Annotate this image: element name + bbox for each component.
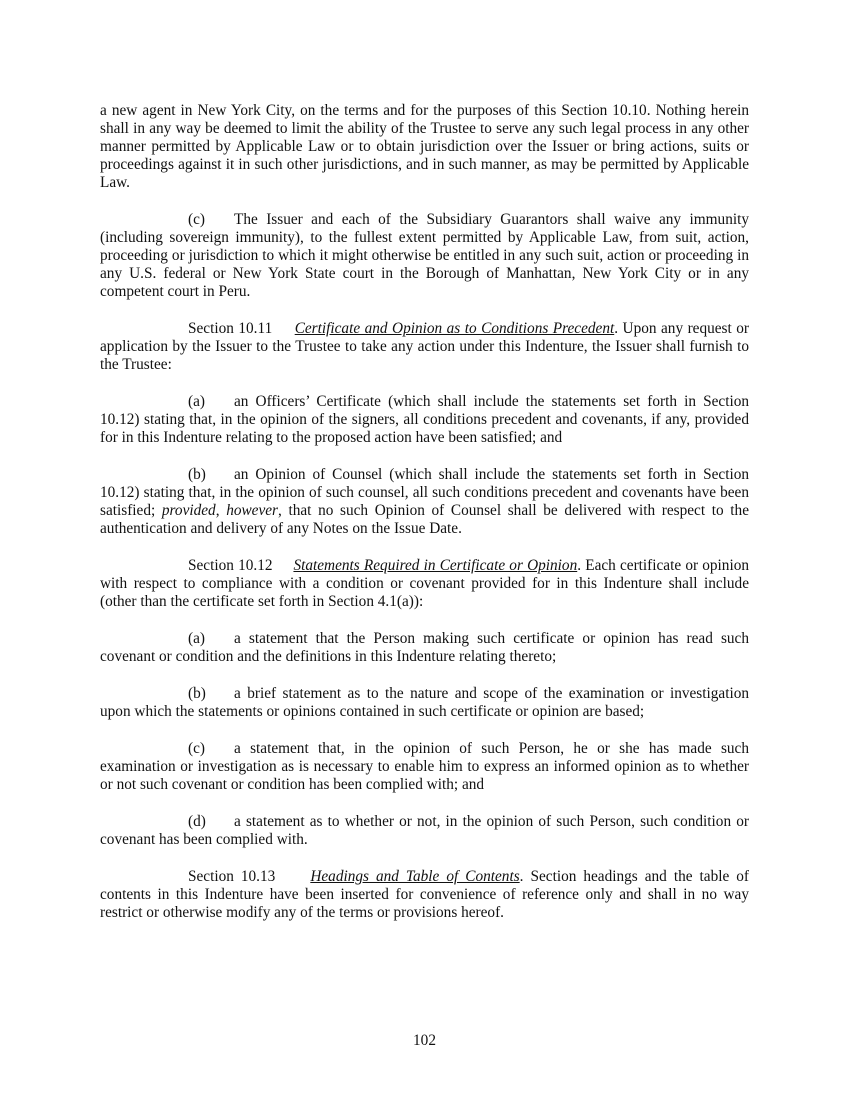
paragraph-10-12-a: (a) a statement that the Person making such certificate or opinion has read such covenant or condition and the definitions in this Indenture relating thereto; [100,630,749,665]
section-number: Section 10.12 [188,557,273,574]
section-number: Section 10.11 [188,320,273,337]
paragraph-10-12-b: (b) a brief statement as to the nature and scope of the examination or investigation upon which the statements or opinions contained in such certificate or opinion are based; [100,685,749,720]
clause-label: (d) [188,813,206,830]
paragraph-10-10-c: (c) The Issuer and each of the Subsidiary Guarantors shall waive any immunity (including sovereign immunity), to the fullest extent permitted by Applicable Law, from suit, action, proceeding or jurisdiction to which it might otherwise be entitled in any such suit, action or proceeding in any U.S. federal or New York State court in the Borough of Manhattan, New York City or in any competent court in Peru. [100,211,749,300]
clause-label: (a) [188,393,205,410]
clause-label: (b) [188,685,206,702]
paragraph-10-11-b: (b) an Opinion of Counsel (which shall include the statements set forth in Section 10.12) stating that, in the opinion of such counsel, all such conditions precedent and covenants have been satisfied; provided, however, that no such Opinion of Counsel shall be delivered with respect to the authentication and delivery of any Notes on the Issue Date. [100,466,749,537]
page-number: 102 [413,1032,436,1049]
clause-label: (c) [188,211,205,228]
paragraph-10-11-a: (a) an Officers’ Certificate (which shall include the statements set forth in Section 10.12) stating that, in the opinion of the signers, all conditions precedent and covenants, if any, provided for in this Indenture relating to the proposed action have been satisfied; and [100,393,749,446]
section-number: Section 10.13 [188,868,276,885]
clause-label: (a) [188,630,205,647]
paragraph-10-12-c: (c) a statement that, in the opinion of such Person, he or she has made such examination or investigation as is necessary to enable him to express an informed opinion as to whether or not such covenant or condition has been complied with; and [100,740,749,793]
section-heading: Statements Required in Certificate or Opinion [293,557,578,574]
clause-label: (c) [188,740,205,757]
section-heading: Certificate and Opinion as to Conditions Precedent [294,320,615,337]
section-10-11: Section 10.11 Certificate and Opinion as to Conditions Precedent. Upon any request or application by the Issuer to the Trustee to take any action under this Indenture, the Issuer shall furnish to the Trustee: [100,320,749,373]
paragraph-10-12-d: (d) a statement as to whether or not, in the opinion of such Person, such condition or covenant has been complied with. [100,813,749,848]
paragraph-continuation: a new agent in New York City, on the terms and for the purposes of this Section 10.10. Nothing herein shall in any way be deemed to limit the ability of the Trustee to serve any such legal process in any other manner permitted by Applicable Law or to obtain jurisdiction over the Issuer or bring actions, suits or proceedings against it in such other jurisdictions, and in such manner, as may be permitted by Applicable Law. [100,102,749,191]
section-10-12: Section 10.12 Statements Required in Certificate or Opinion. Each certificate or opinion with respect to compliance with a condition or covenant provided for in this Indenture shall include (other than the certificate set forth in Section 4.1(a)): [100,557,750,610]
section-10-13: Section 10.13 Headings and Table of Contents. Section headings and the table of contents in this Indenture have been inserted for convenience of reference only and shall in no way restrict or otherwise modify any of the terms or provisions hereof. [100,868,749,921]
clause-label: (b) [188,466,206,483]
document-page [100,102,749,941]
section-heading: Headings and Table of Contents [310,868,520,885]
